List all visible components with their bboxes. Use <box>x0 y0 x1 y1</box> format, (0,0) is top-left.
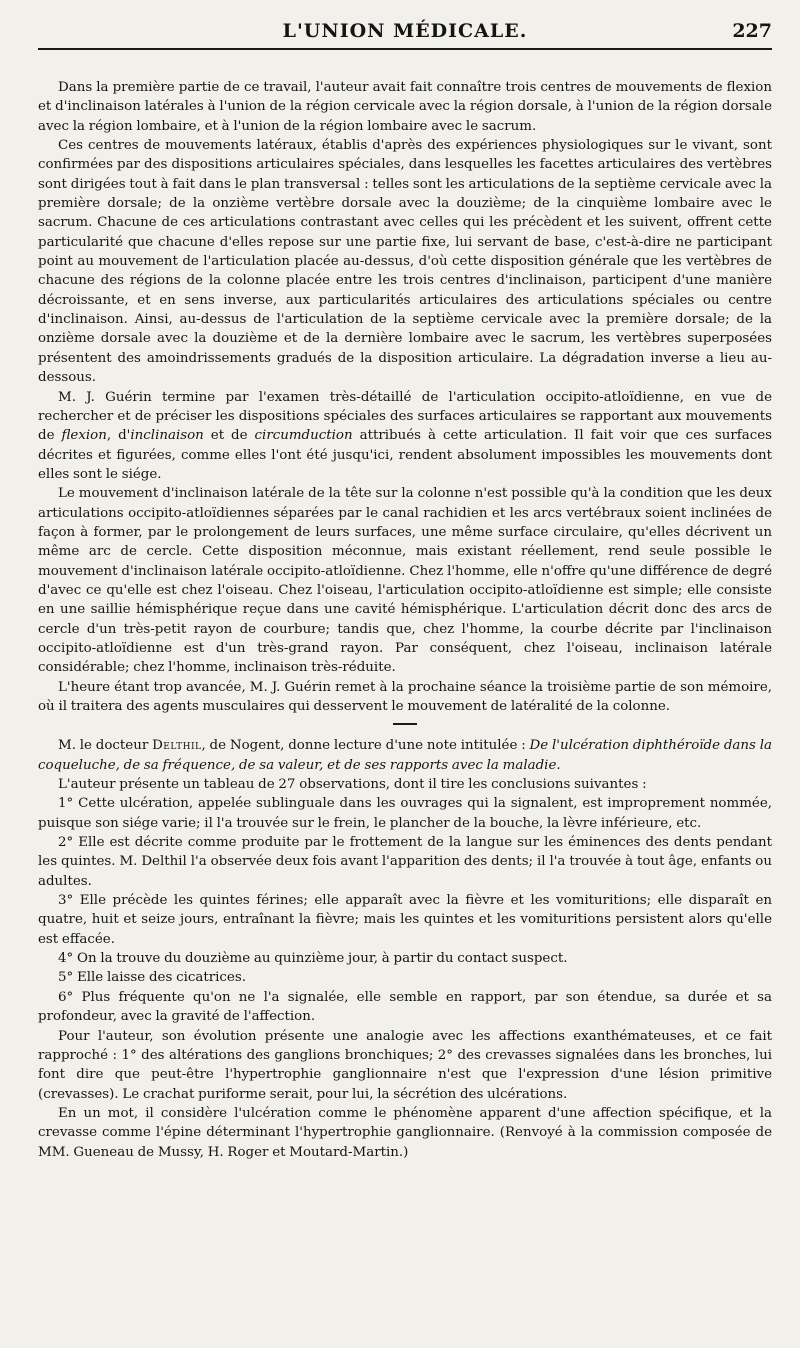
section-divider <box>393 723 417 725</box>
running-header <box>38 18 772 50</box>
conclusion-item-4: 4° On la trouve du douzième au quinzième jour, à partir du contact suspect. <box>58 951 568 967</box>
paragraph-7: L'auteur présente un tableau de 27 observations, dont il tire les conclusions suivantes : <box>58 777 647 793</box>
note-title: De l'ulcération diphthéroïde dans la coqueluche, de sa fréquence, de sa valeur, et de ses rapports avec la maladie. <box>38 738 772 773</box>
paragraph-4: Le mouvement d'inclinaison latérale de la tête sur la colonne n'est possible qu'à la condition que les deux articulations occipito-atloïdiennes séparées par le canal rachidien et les arcs vertébraux soient inclinées de façon à former, par le prolongement de leurs surfaces, une même surface circulaire, qu'elles décrivent un même arc de cercle. Cette disposition méconnue, mais existant réellement, rend seule possible le mouvement d'inclinaison latérale occipito-atloïdienne. Chez l'homme, elle n'offre qu'une différence de degré d'avec ce qu'elle est chez l'oiseau. Chez l'oiseau, l'articulation occipito-atloïdienne est simple; elle consiste en une saillie hémisphérique reçue dans une cavité hémisphérique. L'articulation décrit donc des arcs de cercle d'un très-petit rayon de courbure; tandis que, chez l'homme, la courbe décrite par l'inclinaison occipito-atloïdienne est d'un très-grand rayon. Par conséquent, chez l'oiseau, inclinaison latérale considérable; chez l'homme, inclinaison très-réduite. <box>38 486 772 676</box>
article-body <box>38 78 772 1162</box>
conclusion-item-6: 6° Plus fréquente qu'on ne l'a signalée, elle semble en rapport, par son étendue, sa durée et sa profondeur, avec la gravité de l'affection. <box>38 989 772 1025</box>
paragraph-2: Ces centres de mouvements latéraux, établis d'après des expériences physiologiques sur le vivant, sont confirmées par des dispositions articulaires spéciales, dans lesquelles les facettes articulaires des vertèbres sont dirigées tout à fait dans le plan transversal : telles sont les articulations de la septième cervicale avec la première dorsale; de la onzième vertèbre dorsale avec la douzième; de la cinquième lombaire avec le sacrum. Chacune de ces articulations contrastant avec celles qui les précèdent et les suivent, offrent cette particularité que chacune d'elles repose sur une partie fixe, lui servant de base, c'est-à-dire ne participant point au mouvement de l'articulation placée au-dessus, d'où cette disposition générale que les vertèbres de chacune des régions de la colonne placée entre les trois centres d'inclinaison, participent d'une manière décroissante, et en sens inverse, aux particularités articulaires des articulations spéciales ou centre d'inclinaison. Ainsi, au-dessus de l'articulation de la septième cervicale avec la première dorsale; de la onzième dorsale avec la douzième et de la dernière lombaire avec le sacrum, les vertèbres superposées présentent des amoindrissements gradués de la disposition articulaire. La dégradation inverse a lieu au-dessous. <box>38 138 772 386</box>
conclusion-item-2: 2° Elle est décrite comme produite par le frottement de la langue sur les éminences des dents pendant les quintes. M. Delthil l'a observée deux fois avant l'apparition des dents; il l'a trouvée à tout âge, enfants ou adultes. <box>38 835 772 889</box>
emphasis-inclinaison: inclinaison <box>130 428 204 444</box>
paragraph-5: L'heure étant trop avancée, M. J. Guérin remet à la prochaine séance la troisième partie de son mémoire, où il traitera des agents musculaires qui desservent le mouvement de latéralité de la colonne. <box>38 679 772 714</box>
paragraph-8: Pour l'auteur, son évolution présente une analogie avec les affections exanthémateuses, et ce fait rapproché : 1° des altérations des ganglions bronchiques; 2° des crevasses signalées dans les bronches, lui font dire que peut-être l'hypertrophie ganglionnaire n'est que l'expression d'une lésion primitive (crevasses). Le crachat puriforme serait, pour lui, la sécrétion des ulcérations. <box>38 1028 772 1102</box>
paragraph-9: En un mot, il considère l'ulcération comme le phénomène apparent d'une affection spécifique, et la crevasse comme l'épine déterminant l'hypertrophie ganglionnaire. (Renvoyé à la commission composée de MM. Gueneau de Mussy, H. Roger et Moutard-Martin.) <box>38 1105 772 1160</box>
conclusion-item-3: 3° Elle précède les quintes férines; elle apparaît avec la fièvre et les vomituritions; elle disparaît en quatre, huit et seize jours, entraînant la fièvre; mais les quintes et les vomituritions persistent alors qu'elle est effacée. <box>38 893 772 947</box>
conclusion-item-5: 5° Elle laisse des cicatrices. <box>58 970 246 986</box>
emphasis-circumduction: circumduction <box>254 428 353 444</box>
conclusion-item-1: 1° Cette ulcération, appelée sublinguale dans les ouvrages qui la signalent, est improprement nommée, puisque son siége varie; il l'a trouvée sur le frein, le plancher de la bouche, la lèvre inférieure, etc. <box>38 796 772 831</box>
paragraph-6: M. le docteur Delthil, de Nogent, donne lecture d'une note intitulée : De l'ulcération diphthéroïde dans la coqueluche, de sa fréquence, de sa valeur, et de ses rapports avec la maladie. <box>38 738 772 773</box>
paragraph-1: Dans la première partie de ce travail, l'auteur avait fait connaître trois centres de mouvements de flexion et d'inclinaison latérales à l'union de la région cervicale avec la région dorsale, à l'union de la région dorsale avec la région lombaire, et à l'union de la région lombaire avec le sacrum. <box>38 80 772 134</box>
emphasis-flexion: flexion <box>61 428 107 444</box>
paragraph-3: M. J. Guérin termine par l'examen très-détaillé de l'articulation occipito-atloïdienne, en vue de rechercher et de préciser les dispositions spéciales des surfaces articulaires se rapportant aux mouvements de flexion, d'inclinaison et de circumduction attribués à cette articulation. Il fait voir que ces surfaces décrites et figurées, comme elles l'ont été jusqu'ici, rendent absolument impossibles les mouvements dont elles sont le siége. <box>38 389 772 482</box>
author-name: Delthil <box>152 738 202 754</box>
page-number: 227 <box>732 20 772 42</box>
journal-title: L'UNION MÉDICALE. <box>282 20 528 42</box>
